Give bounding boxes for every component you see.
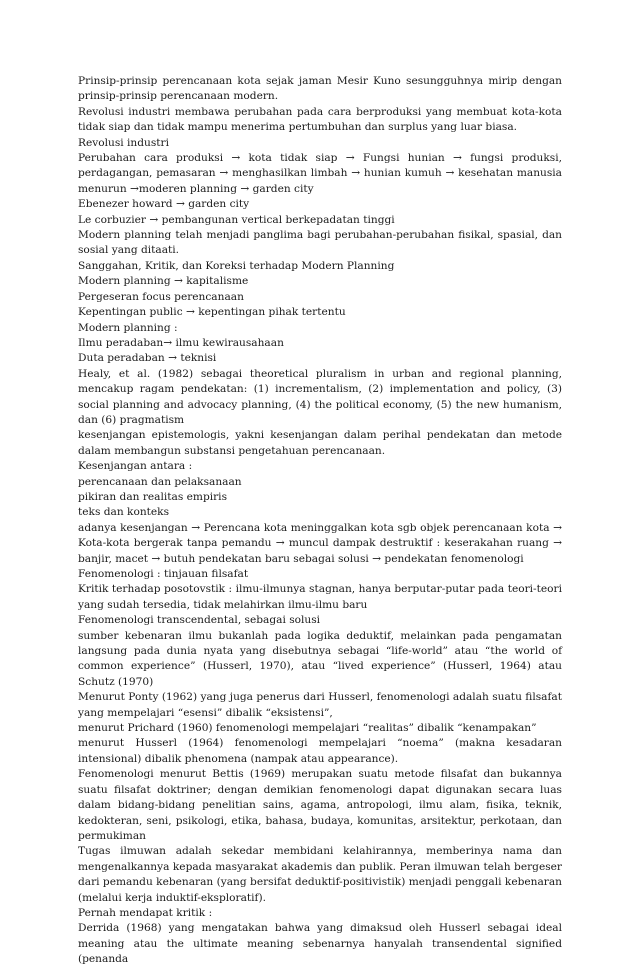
paragraph: Modern planning telah menjadi panglima bagi perubahan-perubahan fisikal, spasial, dan sosial yang ditaati. [78,229,562,257]
paragraph: teks dan konteks [78,506,170,519]
paragraph: Perubahan cara produksi → kota tidak siap → Fungsi hunian → fungsi produksi, perdagangan, pemasaran → menghasilkan limbah → hunian kumuh → kesehatan manusia menurun →moderen planning → garden city [78,152,562,195]
paragraph: Derrida (1968) yang mengatakan bahwa yang dimaksud oleh Husserl sebagai ideal meaning atau the ultimate meaning sebenarnya hanyalah transendental signified (penanda [78,922,562,966]
paragraph: Kepentingan public → kepentingan pihak tertentu [78,306,346,319]
paragraph: Pernah mendapat kritik : [78,906,213,919]
paragraph: Ebenezer howard → garden city [78,198,250,211]
paragraph: Prinsip-prinsip perencanaan kota sejak jaman Mesir Kuno sesungguhnya mirip dengan prinsip-prinsip perencanaan modern. [78,75,562,103]
paragraph: Modern planning → kapitalisme [78,275,249,288]
paragraph: menurut Prichard (1960) fenomenologi mempelajari “realitas” dibalik “kenampakan” [78,722,537,735]
paragraph: Revolusi industri membawa perubahan pada cara berproduksi yang membuat kota-kota tidak siap dan tidak mampu menerima pertumbuhan dan surplus yang luar biasa. [78,105,562,134]
paragraph: Duta peradaban → teknisi [78,352,217,365]
paragraph: Fenomenologi : tinjauan filsafat [78,568,249,580]
paragraph: Kesenjangan antara : [78,460,193,473]
paragraph: Modern planning : [78,321,178,334]
paragraph: Revolusi industri [78,136,169,149]
paragraph: perencanaan dan pelaksanaan [78,475,242,488]
paragraph: Menurut Ponty (1962) yang juga penerus dari Husserl, fenomenologi adalah suatu filsafat yang mempelajari “esensi” dibalik “eksistensi”, [78,691,562,719]
paragraph: Ilmu peradaban→ ilmu kewirausahaan [78,336,284,349]
paragraph: Kritik terhadap posotovstik : ilmu-ilmunya stagnan, hanya berputar-putar pada teori-teori yang sudah tersedia, tidak melahirkan ilmu-ilmu baru [78,583,562,611]
document-page [78,74,562,968]
paragraph: adanya kesenjangan → Perencana kota meninggalkan kota sgb objek perencanaan kota → Kota-kota bergerak tanpa pemandu → muncul dampak destruktif : keserakahan ruang → banjir, macet → butuh pendekatan baru sebagai solusi → pendekatan fenomenologi [78,521,562,565]
section-heading: Sanggahan, Kritik, dan Koreksi terhadap Modern Planning [78,259,395,272]
paragraph: menurut Husserl (1964) fenomenologi mempelajari “noema” (makna kesadaran intensional) dibalik phenomena (nampak atau appearance). [78,737,562,765]
paragraph: Healy, et al. (1982) sebagai theoretical pluralism in urban and regional planning, mencakup ragam pendekatan: (1) incrementalism, (2) implementation and policy, (3) social planning and advocacy planning, (4) the political economy, (5) the new humanism, dan (6) pragmatism [78,367,562,426]
paragraph: Tugas ilmuwan adalah sekedar membidani kelahirannya, memberinya nama dan mengenalkannya kepada masyarakat akademis dan publik. Peran ilmuwan telah bergeser dari pemandu kebenaran (yang bersifat deduktif-positivistik) menjadi penggali kebenaran (melalui kerja induktif-eksploratif). [78,845,562,904]
paragraph: kesenjangan epistemologis, yakni kesenjangan dalam perihal pendekatan dan metode dalam membangun substansi pengetahuan perencanaan. [78,429,562,457]
paragraph: Fenomenologi transcendental, sebagai solusi [78,614,321,627]
paragraph: pikiran dan realitas empiris [78,490,228,503]
paragraph: Le corbuzier → pembangunan vertical berkepadatan tinggi [78,213,395,226]
paragraph: Pergeseran focus perencanaan [78,290,244,303]
paragraph: Fenomenologi menurut Bettis (1969) merupakan suatu metode filsafat dan bukannya suatu filsafat doktriner; dengan demikian fenomenologi dapat digunakan secara luas dalam bidang-bidang penelitian sains, agama, antropologi, ilmu alam, fisika, teknik, kedokteran, seni, psikologi, etika, bahasa, budaya, komunitas, arsitektur, perkotaan, dan permukiman [78,768,562,842]
paragraph: sumber kebenaran ilmu bukanlah pada logika deduktif, melainkan pada pengamatan langsung pada dunia nyata yang disebutnya sebagai “life-world” atau “the world of common experience” (Husserl, 1970), atau “lived experience” (Husserl, 1964) atau Schutz (1970) [78,629,562,688]
